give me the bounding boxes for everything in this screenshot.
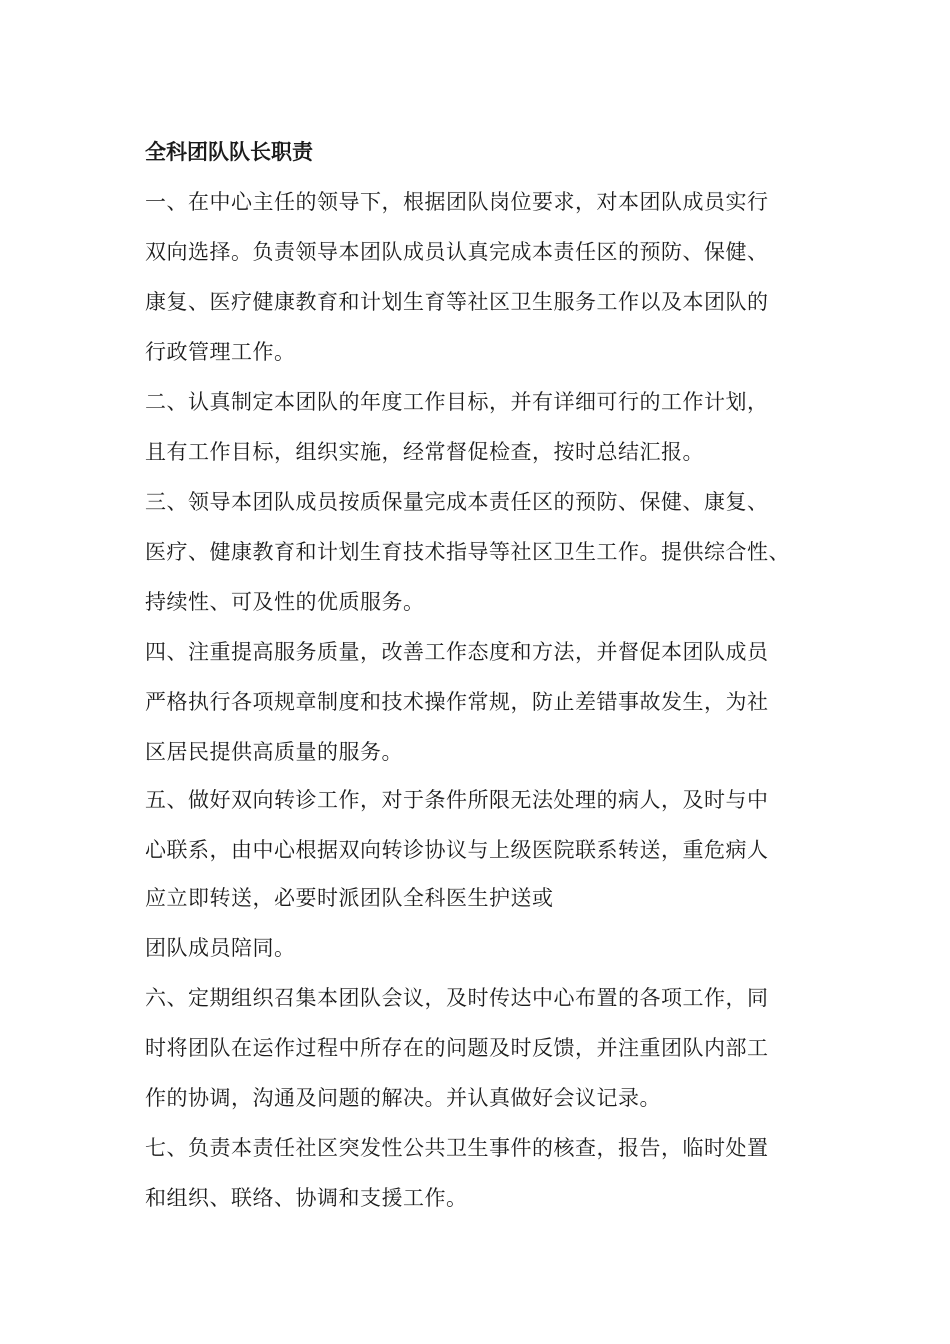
paragraph-line-13: 五、做好双向转诊工作，对于条件所限无法处理的病人，及时与中	[145, 788, 769, 812]
paragraph-line-9: 持续性、可及性的优质服务。	[145, 590, 425, 614]
paragraph-line-11: 严格执行各项规章制度和技术操作常规，防止差错事故发生，为社	[145, 690, 769, 714]
paragraph-line-8: 医疗、健康教育和计划生育技术指导等社区卫生工作。提供综合性、	[145, 540, 790, 564]
paragraph-line-19: 作的协调，沟通及问题的解决。并认真做好会议记录。	[145, 1086, 661, 1110]
document-title: 全科团队队长职责	[145, 140, 313, 164]
paragraph-line-20: 七、负责本责任社区突发性公共卫生事件的核查，报告，临时处置	[145, 1136, 769, 1160]
paragraph-line-1: 一、在中心主任的领导下，根据团队岗位要求，对本团队成员实行	[145, 190, 769, 214]
paragraph-line-12: 区居民提供高质量的服务。	[145, 740, 403, 764]
paragraph-line-21: 和组织、联络、协调和支援工作。	[145, 1186, 468, 1210]
paragraph-line-2: 双向选择。负责领导本团队成员认真完成本责任区的预防、保健、	[145, 240, 769, 264]
paragraph-line-6: 且有工作目标，组织实施，经常督促检查，按时总结汇报。	[145, 440, 704, 464]
paragraph-line-4: 行政管理工作。	[145, 340, 296, 364]
paragraph-line-17: 六、定期组织召集本团队会议，及时传达中心布置的各项工作，同	[145, 986, 769, 1010]
paragraph-line-7: 三、领导本团队成员按质保量完成本责任区的预防、保健、康复、	[145, 490, 769, 514]
paragraph-line-14: 心联系，由中心根据双向转诊协议与上级医院联系转送，重危病人	[145, 838, 769, 862]
paragraph-line-5: 二、认真制定本团队的年度工作目标，并有详细可行的工作计划，	[145, 390, 769, 414]
paragraph-line-18: 时将团队在运作过程中所存在的问题及时反馈，并注重团队内部工	[145, 1036, 769, 1060]
paragraph-line-3: 康复、医疗健康教育和计划生育等社区卫生服务工作以及本团队的	[145, 290, 769, 314]
paragraph-line-10: 四、注重提高服务质量，改善工作态度和方法，并督促本团队成员	[145, 640, 769, 664]
paragraph-line-15: 应立即转送，必要时派团队全科医生护送或	[145, 886, 554, 910]
paragraph-line-16: 团队成员陪同。	[145, 936, 296, 960]
